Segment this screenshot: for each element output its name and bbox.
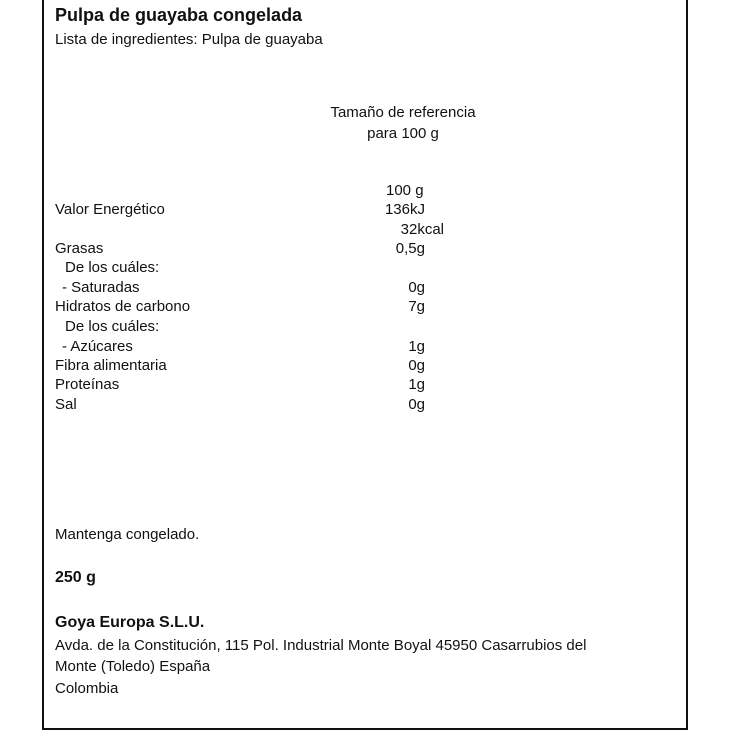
nutrient-label-of-which-carbs: De los cuáles:: [65, 318, 160, 335]
reference-size-line1: Tamaño de referencia: [330, 104, 476, 121]
product-title: Pulpa de guayaba congelada: [55, 5, 303, 25]
company-address-line1: Avda. de la Constitución, 115 Pol. Industrial Monte Boyal 45950 Casarrubios del: [55, 637, 587, 654]
nutrient-value-energy-kcal: 32kcal: [400, 221, 444, 238]
nutrient-value-fat: 0,5g: [395, 240, 425, 257]
company-name: Goya Europa S.L.U.: [55, 614, 205, 631]
nutrient-value-saturated: 0g: [408, 279, 425, 296]
nutrient-value-sugars: 1g: [408, 338, 425, 355]
company-address-line2: Monte (Toledo) España: [55, 658, 211, 675]
origin-country: Colombia: [55, 680, 119, 697]
nutrient-value-fiber: 0g: [408, 357, 425, 374]
reference-size-line2: para 100 g: [367, 125, 439, 142]
ingredients-list: Lista de ingredientes: Pulpa de guayaba: [55, 31, 323, 48]
nutrient-label-fat: Grasas: [55, 240, 104, 257]
nutrient-value-protein: 1g: [408, 376, 425, 393]
nutrient-label-salt: Sal: [55, 396, 77, 413]
net-weight: 250 g: [55, 569, 96, 586]
nutrient-value-energy-kj: 136kJ: [384, 201, 425, 218]
nutrition-per-amount: 100 g: [386, 182, 424, 199]
storage-instruction: Mantenga congelado.: [55, 526, 200, 543]
nutrient-label-fiber: Fibra alimentaria: [55, 357, 167, 374]
nutrient-label-energy: Valor Energético: [55, 201, 165, 218]
nutrient-label-of-which-fat: De los cuáles:: [65, 259, 160, 276]
nutrient-label-protein: Proteínas: [55, 376, 120, 393]
nutrient-value-salt: 0g: [408, 396, 425, 413]
nutrient-value-carbohydrates: 7g: [408, 298, 425, 315]
nutrient-label-saturated: - Saturadas: [62, 279, 140, 296]
nutrient-label-carbohydrates: Hidratos de carbono: [55, 298, 191, 315]
nutrient-label-sugars: - Azúcares: [62, 338, 133, 355]
